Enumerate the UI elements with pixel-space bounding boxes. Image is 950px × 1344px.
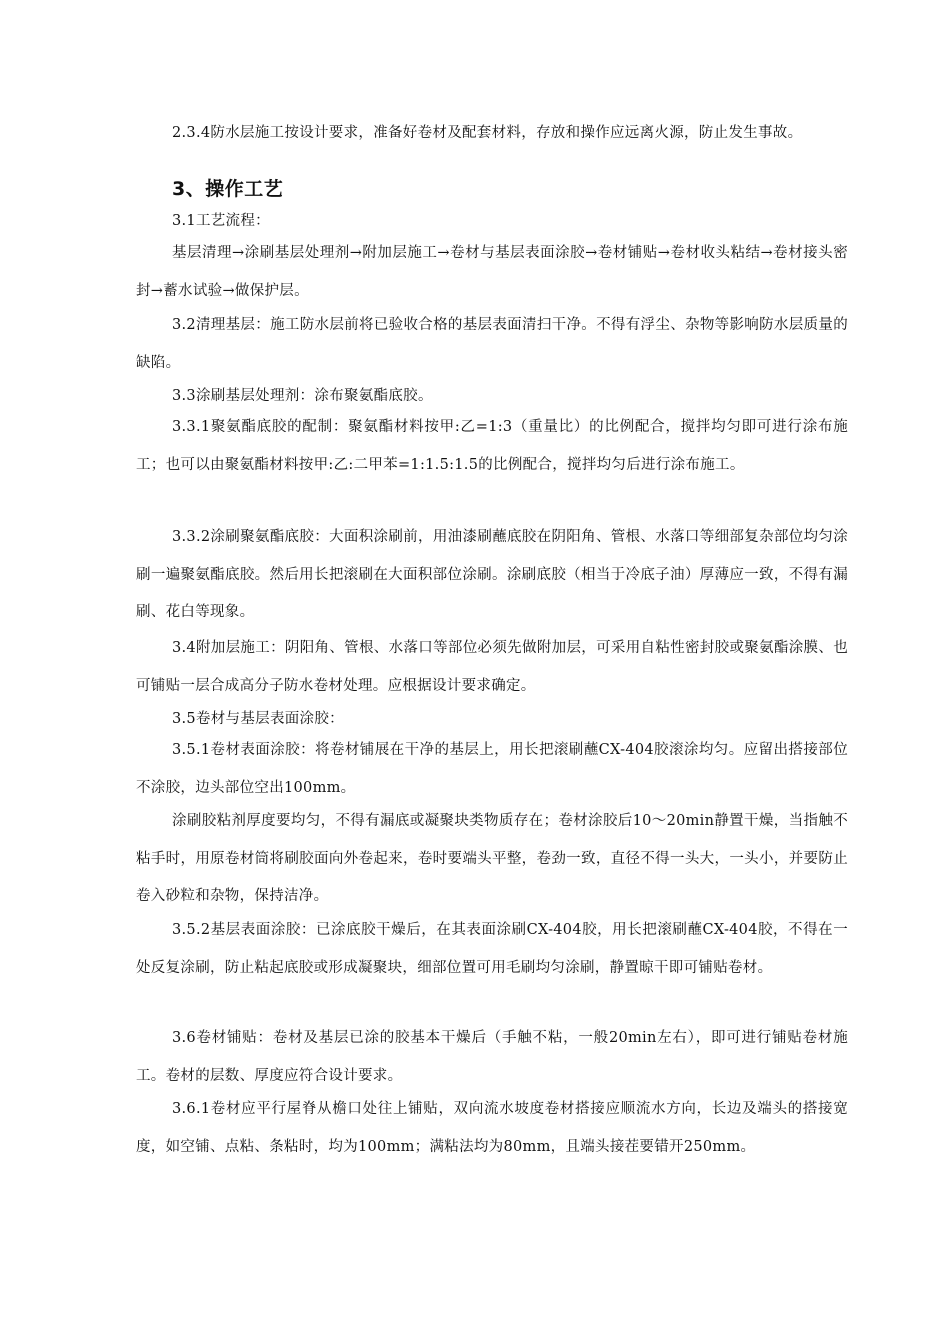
paragraph-3-2: 3.2清理基层：施工防水层前将已验收合格的基层表面清扫干净。不得有浮尘、杂物等影响防水层质量的缺陷。 bbox=[136, 317, 848, 371]
paragraph-process-flow: 基层清理→涂刷基层处理剂→附加层施工→卷材与基层表面涂胶→卷材铺贴→卷材收头粘结→卷材接头密封→蓄水试验→做保护层。 bbox=[136, 245, 848, 299]
paragraph-glue-notes: 涂刷胶粘剂厚度要均匀，不得有漏底或凝聚块类物质存在；卷材涂胶后10～20min静置干燥，当指触不粘手时，用原卷材筒将刷胶面向外卷起来，卷时要端头平整，卷劲一致，直径不得一头大，一头小，并要防止卷入砂粒和杂物，保持洁净。 bbox=[136, 813, 848, 904]
paragraph-3-4: 3.4附加层施工：阴阳角、管根、水落口等部位必须先做附加层，可采用自粘性密封胶或聚氨酯涂膜、也可铺贴一层合成高分子防水卷材处理。应根据设计要求确定。 bbox=[136, 640, 848, 694]
paragraph-3-3-2: 3.3.2涂刷聚氨酯底胶：大面积涂刷前，用油漆刷蘸底胶在阴阳角、管根、水落口等细部复杂部位均匀涂刷一遍聚氨酯底胶。然后用长把滚刷在大面积部位涂刷。涂刷底胶（相当于冷底子油）厚薄应一致，不得有漏刷、花白等现象。 bbox=[136, 529, 848, 620]
paragraph-3-5: 3.5卷材与基层表面涂胶： bbox=[172, 711, 344, 727]
paragraph-3-3: 3.3涂刷基层处理剂：涂布聚氨酯底胶。 bbox=[172, 388, 433, 404]
paragraph-3-5-1: 3.5.1卷材表面涂胶：将卷材铺展在干净的基层上，用长把滚刷蘸CX-404胶滚涂均匀。应留出搭接部位不涂胶，边头部位空出100mm。 bbox=[136, 742, 848, 796]
paragraph-3-6: 3.6卷材铺贴：卷材及基层已涂的胶基本干燥后（手触不粘，一般20min左右），即可进行铺贴卷材施工。卷材的层数、厚度应符合设计要求。 bbox=[136, 1030, 848, 1084]
paragraph-3-1: 3.1工艺流程： bbox=[172, 213, 270, 229]
paragraph-3-6-1: 3.6.1卷材应平行屋脊从檐口处往上铺贴，双向流水坡度卷材搭接应顺流水方向，长边及端头的搭接宽度，如空铺、点粘、条粘时，均为100mm；满粘法均为80mm，且端头接茬要错开250mm。 bbox=[136, 1101, 848, 1155]
section-heading-3: 3、操作工艺 bbox=[172, 178, 284, 200]
paragraph-2-3-4: 2.3.4防水层施工按设计要求，准备好卷材及配套材料，存放和操作应远离火源，防止发生事故。 bbox=[172, 125, 803, 141]
paragraph-3-5-2: 3.5.2基层表面涂胶：已涂底胶干燥后，在其表面涂刷CX-404胶，用长把滚刷蘸CX-404胶，不得在一处反复涂刷，防止粘起底胶或形成凝聚块，细部位置可用毛刷均匀涂刷，静置晾干即可铺贴卷材。 bbox=[136, 922, 848, 976]
paragraph-3-3-1: 3.3.1聚氨酯底胶的配制：聚氨酯材料按甲:乙=1:3（重量比）的比例配合，搅拌均匀即可进行涂布施工；也可以由聚氨酯材料按甲:乙:二甲苯=1:1.5:1.5的比例配合，搅拌均匀后进行涂布施工。 bbox=[136, 419, 848, 473]
